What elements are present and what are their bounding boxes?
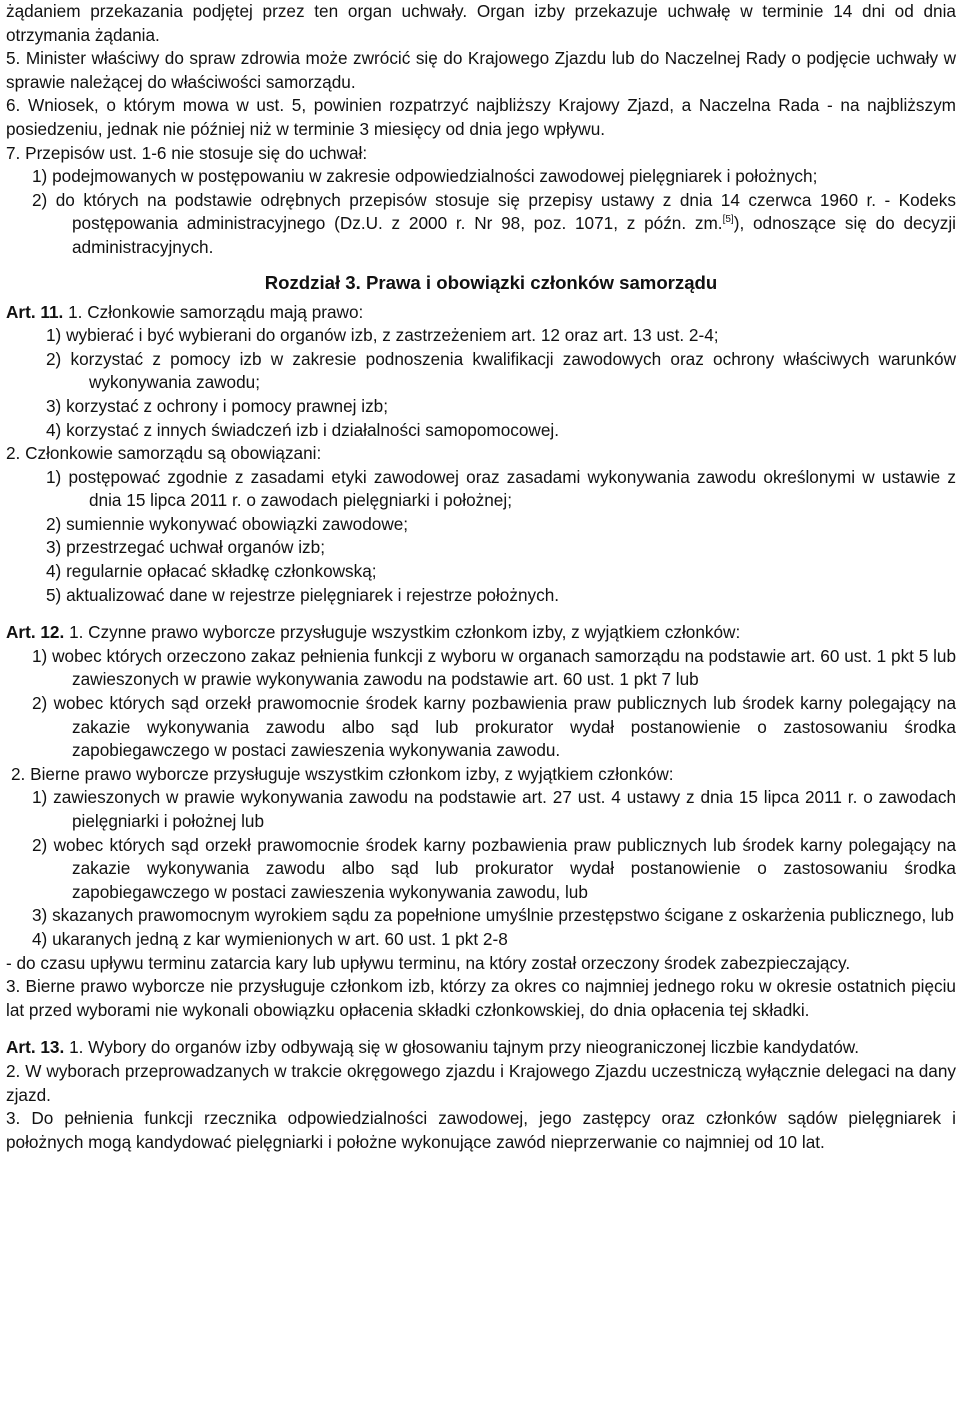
item-number: 3) — [46, 537, 62, 558]
item-text: wobec których orzeczono zakaz pełnienia funkcji z wyboru w organach samorządu na podstawie art. 60 ust. 1 pkt 5 lub zawieszonych w prawie wykonywania zawodu na podstawie art. 60 ust. 1 pkt 7 lub — [52, 645, 956, 690]
article-label: Art. 11. — [6, 301, 64, 322]
article-11-ust-1 — [6, 301, 956, 325]
item-number: 2) — [46, 348, 62, 369]
chapter-heading: Rozdział 3. Prawa i obowiązki członków samorządu — [264, 271, 718, 293]
item-number: 4) — [46, 561, 62, 582]
list-item — [6, 466, 956, 513]
article-11-ust-2: 2. Członkowie samorządu są obowiązani: — [6, 443, 322, 464]
list-item — [6, 786, 956, 833]
item-text: wobec których sąd orzekł prawomocnie środek karny pozbawienia praw publicznych lub środek karny polegający na zakazie wykonywania zawodu albo sąd lub prokurator wydał postanowienie o zastosowaniu środka zapobiegawczego w postaci zawieszenia wykonywania zawodu, lub — [53, 834, 957, 902]
paragraph-ust-7: 7. Przepisów ust. 1-6 nie stosuje się do uchwał: — [6, 142, 368, 163]
article-label: Art. 12. — [6, 622, 65, 643]
ust-text: 1. Czynne prawo wyborcze przysługuje wszystkim członkom izby, z wyjątkiem członków: — [69, 622, 741, 643]
ust-text: 1. Członkowie samorządu mają prawo: — [68, 301, 364, 322]
item-number: 2) — [46, 513, 62, 534]
article-12-ust-3: 3. Bierne prawo wyborcze nie przysługuje członkom izb, którzy za okres co najmniej jednego roku w okresie ostatnich pięciu lat przed wyborami nie wykonali obowiązku opłacenia składki członkowskiej, do dnia opłacenia tej składki. — [6, 976, 956, 1020]
footnote-reference[interactable]: [5] — [722, 214, 734, 226]
article-12-ust-1 — [6, 621, 956, 645]
article-12-ust-2: 2. Bierne prawo wyborcze przysługuje wszystkim członkom izby, z wyjątkiem członków: — [11, 763, 674, 784]
item-text: przestrzegać uchwał organów izb; — [66, 537, 325, 558]
item-text: zawieszonych w prawie wykonywania zawodu na podstawie art. 27 ust. 4 ustawy z dnia 15 lipca 2011 r. o zawodach pielęgniarki i położnej lub — [53, 787, 956, 831]
article-13-ust-3: 3. Do pełnienia funkcji rzecznika odpowiedzialności zawodowej, jego zastępcy oraz członków sądów pielęgniarek i położnych mogą kandydować pielęgniarki i położne wykonujące zawód nieprzerwanie co najmniej od 10 lat. — [6, 1108, 956, 1152]
item-number: 4) — [32, 928, 48, 949]
paragraph-ust-6: 6. Wniosek, o którym mowa w ust. 5, powinien rozpatrzyć najbliższy Krajowy Zjazd, a Naczelna Rada - na najbliższym posiedzeniu, jednak nie później niż w terminie 3 miesięcy od dnia jego wpływu. — [6, 95, 956, 139]
item-text: korzystać z innych świadczeń izb i działalności samopomocowej. — [66, 419, 559, 440]
item-text: aktualizować dane w rejestrze pielęgniarek i rejestrze położnych. — [66, 584, 560, 605]
item-text: korzystać z ochrony i pomocy prawnej izb; — [66, 395, 388, 416]
item-number: 5) — [46, 584, 62, 605]
item-number: 2) — [32, 189, 48, 210]
item-text: podejmowanych w postępowaniu w zakresie odpowiedzialności zawodowej pielęgniarek i położnych; — [52, 166, 818, 187]
list-item — [6, 584, 956, 608]
list-item — [6, 928, 956, 952]
item-number: 2) — [32, 834, 48, 855]
item-number: 3) — [32, 905, 48, 926]
item-number: 1) — [32, 787, 48, 808]
article-label: Art. 13. — [6, 1037, 65, 1058]
item-text: do których na podstawie odrębnych przepisów stosuje się przepisy ustawy z dnia 14 czerwca 1960 r. - Kodeks postępowania administracyjnego (Dz.U. z 2000 r. Nr 98, poz. 1071, z późn. zm. — [55, 189, 956, 234]
item-number: 1) — [46, 325, 62, 346]
item-number: 4) — [46, 419, 62, 440]
item-text: wybierać i być wybierani do organów izb, z zastrzeżeniem art. 12 oraz art. 13 ust. 2-4; — [66, 325, 719, 346]
document-page — [6, 0, 956, 1154]
paragraph-continuation: żądaniem przekazania podjętej przez ten organ uchwały. Organ izby przekazuje uchwałę w terminie 14 dni od dnia otrzymania żądania. — [6, 1, 956, 45]
item-text: skazanych prawomocnym wyrokiem sądu za popełnione umyślnie przestępstwo ścigane z oskarżenia publicznego, lub — [52, 905, 954, 926]
item-text: sumiennie wykonywać obowiązki zawodowe; — [66, 513, 409, 534]
item-number: 1) — [46, 466, 62, 487]
list-item — [6, 165, 956, 189]
article-13-ust-1 — [6, 1036, 956, 1060]
list-item — [6, 324, 956, 348]
item-text: regularnie opłacać składkę członkowską; — [66, 561, 377, 582]
list-item — [6, 904, 956, 928]
list-item — [6, 189, 956, 260]
list-item — [6, 419, 956, 443]
list-item — [6, 645, 956, 692]
list-item — [6, 536, 956, 560]
item-number: 2) — [32, 693, 48, 714]
list-item — [6, 348, 956, 395]
item-text: wobec których sąd orzekł prawomocnie środek karny pozbawienia praw publicznych lub środek karny polegający na zakazie wykonywania zawodu albo sąd lub prokurator wydał postanowienie o zastosowaniu środka zapobiegawczego w postaci zawieszenia wykonywania zawodu. — [53, 693, 957, 761]
paragraph-ust-5: 5. Minister właściwy do spraw zdrowia może zwrócić się do Krajowego Zjazdu lub do Naczelnej Rady o podjęcie uchwały w sprawie należącej do właściwości samorządu. — [6, 48, 956, 92]
ust-text: 1. Wybory do organów izby odbywają się w głosowaniu tajnym przy nieograniczonej liczbie kandydatów. — [69, 1037, 859, 1058]
item-text-tail: ), odnoszące się do decyzji administracyjnych. — [72, 213, 956, 257]
item-number: 1) — [32, 645, 48, 666]
list-item — [6, 560, 956, 584]
item-text: postępować zgodnie z zasadami etyki zawodowej oraz zasadami wykonywania zawodu określonymi w ustawie z dnia 15 lipca 2011 r. o zawodach pielęgniarki i położnej; — [68, 466, 956, 511]
list-item — [6, 834, 956, 905]
item-number: 1) — [32, 166, 48, 187]
list-item — [6, 395, 956, 419]
item-text: korzystać z pomocy izb w zakresie podnoszenia kwalifikacji zawodowych oraz ochrony właściwych warunków wykonywania zawodu; — [70, 348, 956, 393]
article-12-ust-2-tail: - do czasu upływu terminu zatarcia kary lub upływu terminu, na który został orzeczony środek zabezpieczający. — [6, 952, 851, 973]
list-item — [6, 513, 956, 537]
article-13-ust-2: 2. W wyborach przeprowadzanych w trakcie okręgowego zjazdu i Krajowego Zjazdu uczestniczą wyłącznie delegaci na dany zjazd. — [6, 1060, 956, 1105]
item-text: ukaranych jedną z kar wymienionych w art. 60 ust. 1 pkt 2-8 — [52, 928, 508, 949]
item-number: 3) — [46, 395, 62, 416]
list-item — [6, 692, 956, 763]
